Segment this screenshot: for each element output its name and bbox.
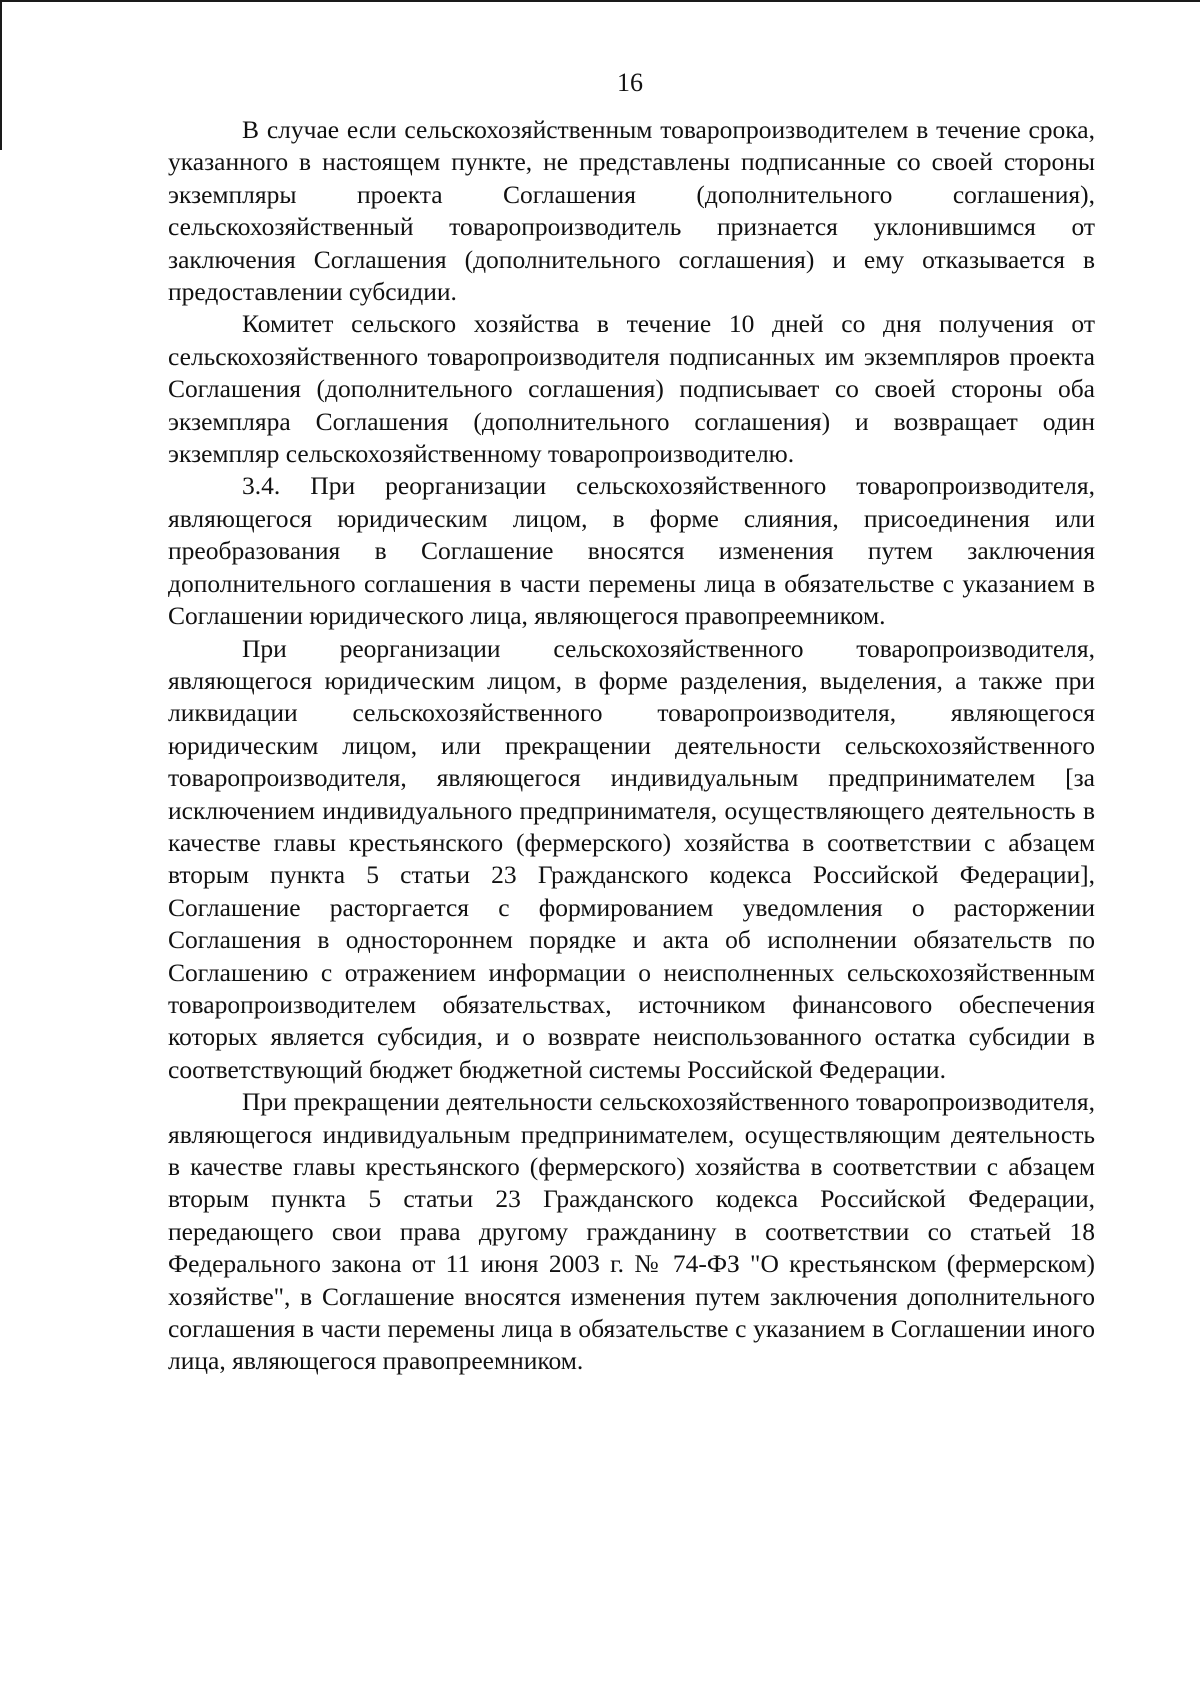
paragraph-3-4-reorganization: 3.4. При реорганизации сельскохозяйственного товаропроизводителя, являющегося юридическим лицом, в форме слияния, присоединения или преобразования в Соглашение вносятся изменения путем заключения дополнительного соглашения в части перемены лица в обязательстве с указанием в Соглашении юридического лица, являющегося правопреемником. bbox=[168, 471, 1095, 631]
paragraph-termination: При реорганизации сельскохозяйственного товаропроизводителя, являющегося юридическим лицом, в форме разделения, выделения, а также при ликвидации сельскохозяйственного товаропроизводителя, являющегося юридическим лицом, или прекращении деятельности сельскохозяйственного товаропроизводителя, являющегося индивидуальным предпринимателем [за исключением индивидуального предпринимателя, осуществляющего деятельность в качестве главы крестьянского (фермерского) хозяйства в соответствии с абзацем вторым пункта 5 статьи 23 Гражданского кодекса Российской Федерации], Соглашение расторгается с формированием уведомления о расторжении Соглашения в одностороннем порядке и акта об исполнении обязательств по Соглашению с отражением информации о неисполненных сельскохозяйственным товаропроизводителем обязательствах, источником финансового обеспечения которых является субсидия, и о возврате неиспользованного остатка субсидии в соответствующий бюджет бюджетной системы Российской Федерации. bbox=[168, 633, 1095, 1084]
paragraph-evasion: В случае если сельскохозяйственным товаропроизводителем в течение срока, указанного в настоящем пункте, не представлены подписанные со своей стороны экземпляры проекта Соглашения (дополнительного соглашения), сельскохозяйственный товаропроизводитель признается уклонившимся от заключения Соглашения (дополнительного соглашения) и ему отказывается в предоставлении субсидии. bbox=[168, 115, 1095, 307]
page-number: 16 bbox=[617, 68, 643, 97]
document-body bbox=[168, 114, 1095, 1378]
paragraph-committee-signing: Комитет сельского хозяйства в течение 10 дней со дня получения от сельскохозяйственного товаропроизводителя подписанных им экземпляров проекта Соглашения (дополнительного соглашения) подписывает со своей стороны оба экземпляра Соглашения (дополнительного соглашения) и возвращает один экземпляр сельскохозяйственному товаропроизводителю. bbox=[168, 309, 1095, 469]
scan-top-border bbox=[0, 0, 1200, 2]
paragraph-farm-succession: При прекращении деятельности сельскохозяйственного товаропроизводителя, являющегося индивидуальным предпринимателем, осуществляющим деятельность в качестве главы крестьянского (фермерского) хозяйства в соответствии с абзацем вторым пункта 5 статьи 23 Гражданского кодекса Российской Федерации, передающего свои права другому гражданину в соответствии со статьей 18 Федерального закона от 11 июня 2003 г. № 74-ФЗ "О крестьянском (фермерском) хозяйстве", в Соглашение вносятся изменения путем заключения дополнительного соглашения в части перемены лица в обязательстве с указанием в Соглашении иного лица, являющегося правопреемником. bbox=[168, 1087, 1095, 1376]
